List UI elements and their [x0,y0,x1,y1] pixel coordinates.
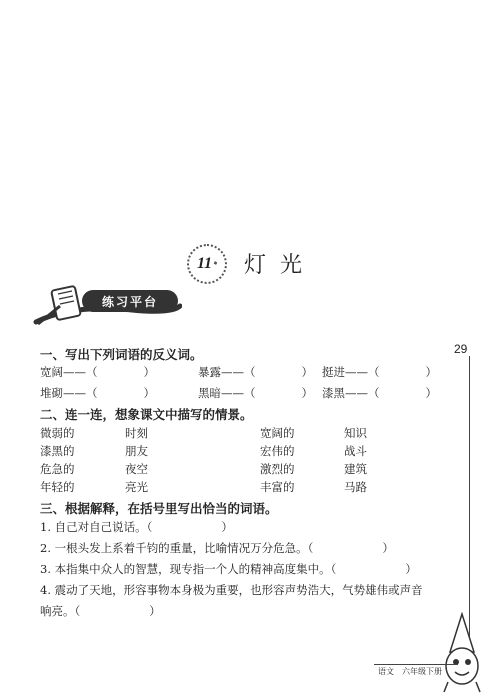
match-left-item: 宏伟的 [260,444,295,458]
pencil-mascot-icon [440,612,484,696]
match-right-item: 建筑 [344,462,367,476]
footer [374,664,458,678]
match-right-item: 夜空 [125,462,148,476]
match-left-item: 微弱的 [40,426,75,440]
definition-item-continued: 响亮。（ ） [40,604,161,618]
match-left-item: 激烈的 [260,462,295,476]
match-left-item: 丰富的 [260,480,295,494]
lesson-number-badge [187,244,227,284]
antonym-item: 宽阔——（ ） [40,365,155,379]
match-left-item: 漆黑的 [40,444,75,458]
antonym-item: 挺进——（ ） [322,365,437,379]
antonym-item: 漆黑——（ ） [322,386,437,400]
section2-heading: 二、连一连，想象课文中描写的情景。 [40,407,253,422]
definition-item: 1. 自己对自己说话。（ ） [40,520,233,534]
match-left-item: 宽阔的 [260,426,295,440]
lesson-number: 11 [196,255,213,272]
definition-item: 4. 震动了天地，形容事物本身极为重要，也形容声势浩大，气势雄伟或声音 [40,583,423,597]
lesson-title: 灯光 [244,253,317,278]
footer-grade: 六年级下册 [402,667,442,676]
antonym-item: 暴露——（ ） [198,365,313,379]
match-left-item: 年轻的 [40,480,75,494]
page-number: 29 [454,342,468,356]
match-right-item: 朋友 [125,444,148,458]
match-left-item: 危急的 [40,462,75,476]
footer-subject: 语文 [378,667,394,676]
antonym-item: 黑暗——（ ） [198,386,313,400]
definition-item: 3. 本指集中众人的智慧，现专指一个人的精神高度集中。（ ） [40,562,417,576]
lesson-marker: * [213,259,218,269]
practice-banner: 练习平台 [82,290,178,312]
side-rule [469,356,470,646]
definition-item: 2. 一根头发上系着千钧的重量，比喻情况万分危急。（ ） [40,541,394,555]
section3-heading: 三、根据解释，在括号里写出恰当的词语。 [40,501,278,516]
match-right-item: 战斗 [344,444,367,458]
match-right-item: 马路 [344,480,367,494]
match-right-item: 时刻 [125,426,148,440]
match-right-item: 知识 [344,426,367,440]
antonym-item: 堆砌——（ ） [40,386,155,400]
match-right-item: 亮光 [125,480,148,494]
section1-heading: 一、写出下列词语的反义词。 [40,347,203,362]
